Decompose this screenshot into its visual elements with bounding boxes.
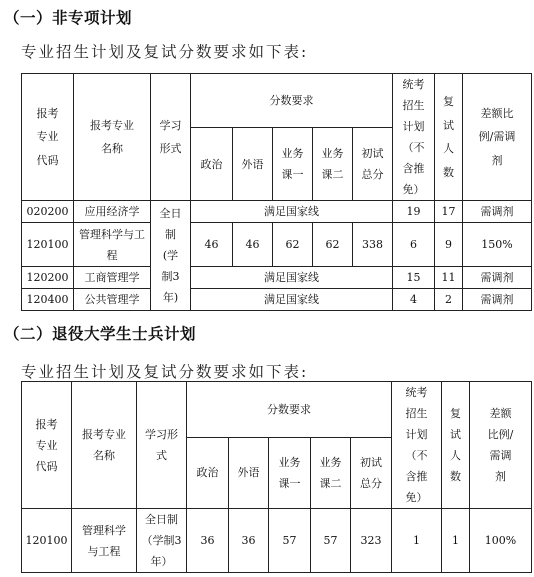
header-initial-total: 初试总分 (351, 437, 392, 508)
cell-politics: 36 (187, 509, 229, 573)
cell-retest: 2 (435, 289, 463, 311)
cell-name: 应用经济学 (74, 201, 151, 223)
cell-score-text: 满足国家线 (191, 201, 393, 223)
cell-course1: 57 (269, 509, 311, 573)
cell-plan: 4 (393, 289, 435, 311)
header-foreign: 外语 (229, 437, 269, 508)
header-code: 报考专业代码 (22, 382, 72, 509)
cell-code: 120200 (22, 267, 74, 289)
cell-code: 020200 (22, 201, 74, 223)
cell-mode: 全日制（学制3年） (137, 509, 187, 573)
header-mode: 学习形式 (151, 74, 191, 201)
cell-ratio: 需调剂 (463, 267, 532, 289)
cell-code: 120400 (22, 289, 74, 311)
table-row (22, 289, 532, 311)
cell-mode: 全日制(学制3年) (151, 201, 191, 311)
header-initial-total: 初试总分 (353, 128, 393, 201)
section-heading-non-special: （一）非专项计划 (4, 9, 133, 27)
table-row (22, 201, 532, 223)
table-row (22, 267, 532, 289)
header-code: 报考专业代码 (22, 74, 74, 201)
cell-plan: 1 (392, 509, 442, 573)
cell-ratio: 需调剂 (463, 289, 532, 311)
cell-ratio: 需调剂 (463, 201, 532, 223)
cell-code: 120100 (22, 223, 74, 267)
header-name: 报考专业名称 (74, 74, 151, 201)
cell-plan: 6 (393, 223, 435, 267)
header-foreign: 外语 (233, 128, 273, 201)
header-diff-ratio: 差额比例/需调剂 (470, 382, 532, 509)
header-retest-count: 复试人数 (435, 74, 463, 201)
cell-foreign: 36 (229, 509, 269, 573)
section-heading-veteran: （二）退役大学生士兵计划 (4, 325, 197, 343)
cell-name: 管理科学与工程 (74, 223, 151, 267)
cell-plan: 19 (393, 201, 435, 223)
header-retest-count: 复试人数 (442, 382, 470, 509)
header-score-requirements: 分数要求 (187, 382, 392, 438)
cell-total: 323 (351, 509, 392, 573)
header-plan: 统考招生计划（不含推免） (392, 382, 442, 509)
cell-retest: 11 (435, 267, 463, 289)
header-name: 报考专业名称 (72, 382, 137, 509)
cell-course2: 57 (311, 509, 351, 573)
cell-course2: 62 (313, 223, 353, 267)
cell-score-text: 满足国家线 (191, 289, 393, 311)
header-course1: 业务课一 (273, 128, 313, 201)
section-intro-1: 专业招生计划及复试分数要求如下表: (21, 43, 309, 61)
section-intro-2: 专业招生计划及复试分数要求如下表: (21, 363, 309, 381)
cell-score-text: 满足国家线 (191, 267, 393, 289)
header-diff-ratio: 差额比例/需调剂 (463, 74, 532, 201)
cell-name: 公共管理学 (74, 289, 151, 311)
cell-name: 工商管理学 (74, 267, 151, 289)
header-politics: 政治 (191, 128, 233, 201)
cell-retest: 1 (442, 509, 470, 573)
cell-politics: 46 (191, 223, 233, 267)
cell-course1: 62 (273, 223, 313, 267)
header-course1: 业务课一 (269, 437, 311, 508)
header-mode: 学习形式 (137, 382, 187, 509)
cell-retest: 17 (435, 201, 463, 223)
cell-ratio: 100% (470, 509, 532, 573)
header-score-requirements: 分数要求 (191, 74, 393, 128)
cell-foreign: 46 (233, 223, 273, 267)
cell-plan: 15 (393, 267, 435, 289)
header-course2: 业务课二 (313, 128, 353, 201)
table-row (22, 223, 532, 267)
admission-table-veteran (21, 381, 532, 573)
cell-total: 338 (353, 223, 393, 267)
cell-code: 120100 (22, 509, 72, 573)
cell-name: 管理科学与工程 (72, 509, 137, 573)
header-politics: 政治 (187, 437, 229, 508)
table-row (22, 509, 532, 573)
header-plan: 统考招生计划（不含推免） (393, 74, 435, 201)
header-course2: 业务课二 (311, 437, 351, 508)
admission-table-non-special (21, 73, 532, 311)
cell-retest: 9 (435, 223, 463, 267)
cell-ratio: 150% (463, 223, 532, 267)
